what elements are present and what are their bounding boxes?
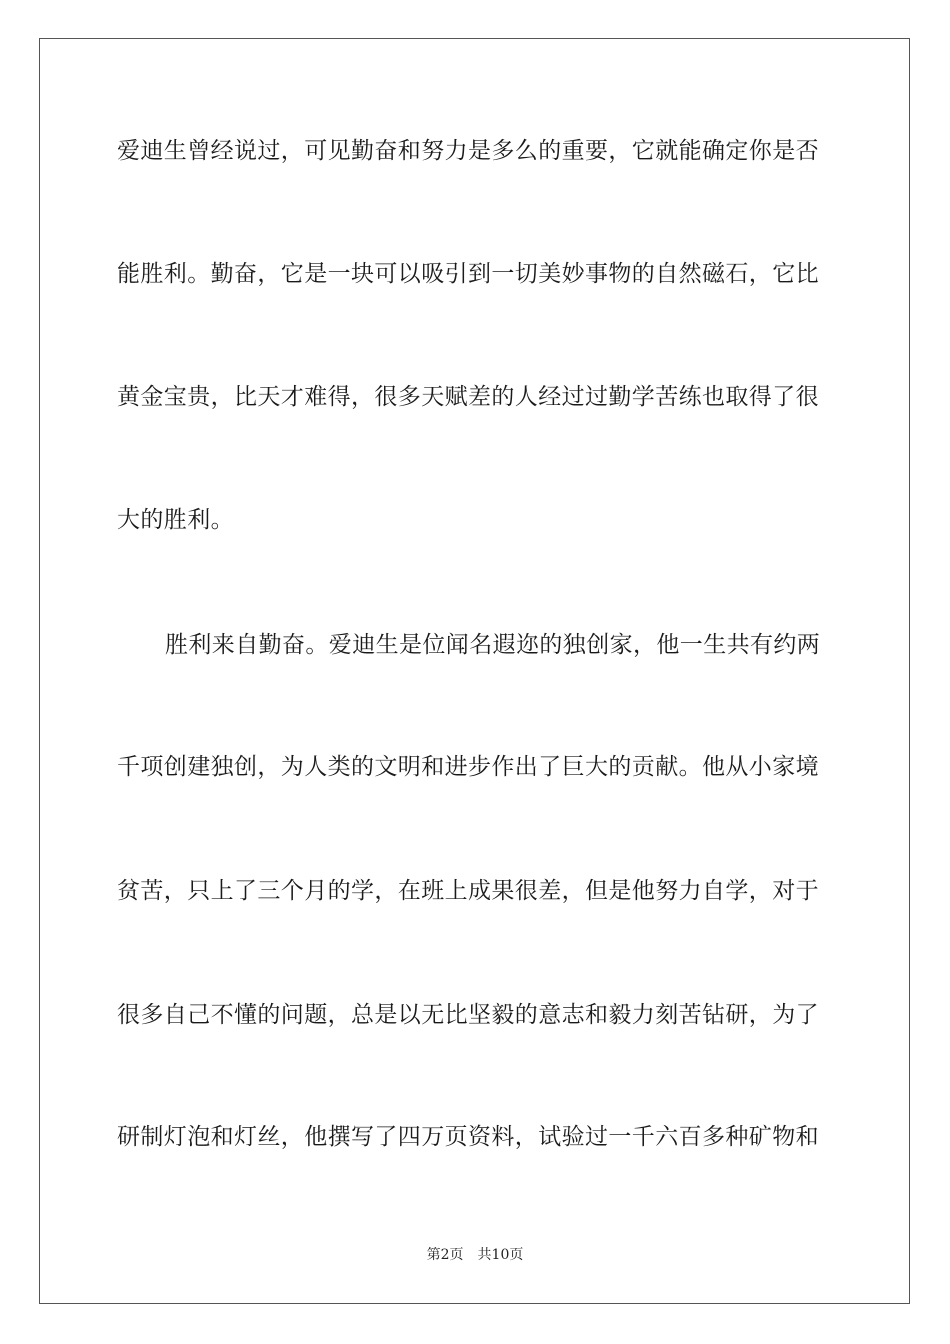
text-line: 能胜利。勤奋，它是一块可以吸引到一切美妙事物的自然磁石，它比: [117, 261, 819, 287]
text-line: 爱迪生曾经说过，可见勤奋和努力是多么的重要，它就能确定你是否: [117, 138, 819, 164]
text-line: 很多自己不懂的问题，总是以无比坚毅的意志和毅力刻苦钻研，为了: [117, 1002, 819, 1028]
text-line: 研制灯泡和灯丝，他撰写了四万页资料，试验过一千六百多种矿物和: [117, 1124, 819, 1150]
text-line: 贫苦，只上了三个月的学，在班上成果很差，但是他努力自学，对于: [117, 878, 819, 904]
text-line: 大的胜利。: [117, 507, 234, 533]
text-line: 黄金宝贵，比天才难得，很多天赋差的人经过过勤学苦练也取得了很: [117, 384, 819, 410]
text-line: 千项创建独创，为人类的文明和进步作出了巨大的贡献。他从小家境: [117, 754, 819, 780]
page-frame: [39, 38, 910, 1304]
page-footer: [0, 1245, 950, 1265]
page-total: 共10页: [477, 1247, 524, 1263]
paragraph-first-line: 胜利来自勤奋。爱迪生是位闻名遐迩的独创家，他一生共有约两: [165, 632, 821, 658]
page-number: 第2页: [426, 1247, 464, 1263]
